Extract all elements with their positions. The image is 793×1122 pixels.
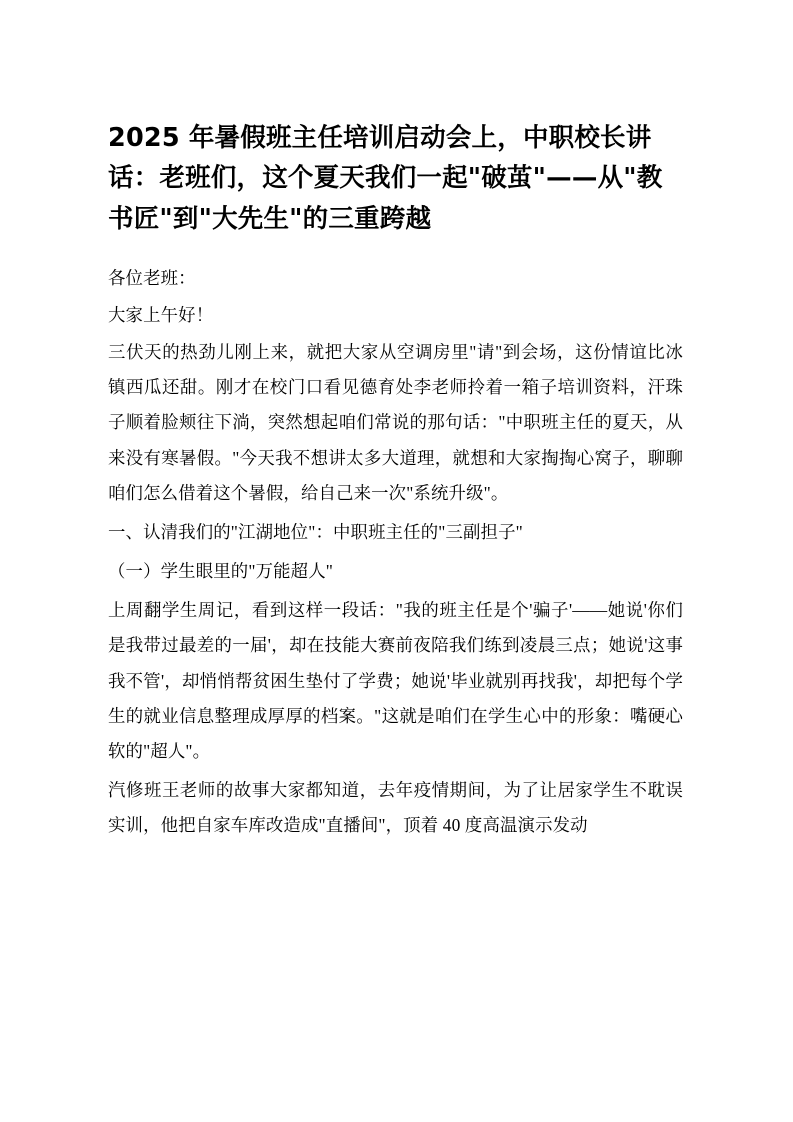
paragraph-student-diary: 上周翻学生周记，看到这样一段话："我的班主任是个'骗子'——她说'你们是我带过最差的一届'，却在技能大赛前夜陪我们练到凌晨三点；她说'这事我不管'，却悄悄帮贫困生垫付了学费；她说'毕业就别再找我'，却把每个学生的就业信息整理成厚厚的档案。"这就是咱们在学生心中的形象：嘴硬心软的"超人"。 [108,600,683,761]
paragraph-greeting: 大家上午好！ [108,305,214,325]
heading-subsection-one: （一）学生眼里的"万能超人" [108,561,333,582]
paragraph-opening: 三伏天的热劲儿刚上来，就把大家从空调房里"请"到会场，这份情谊比冰镇西瓜还甜。刚才在校门口看见德育处李老师拎着一箱子培训资料，汗珠子顺着脸颊往下淌，突然想起咱们常说的那句话："中职班主任的夏天，从来没有寒暑假。"今天我不想讲太多大道理，就想和大家掏掏心窝子，聊聊咱们怎么借着这个暑假，给自己来一次"系统升级"。 [108,342,683,503]
heading-section-one: 一、认清我们的"江湖地位"：中职班主任的"三副担子" [108,521,523,542]
paragraph-salutation: 各位老班： [108,267,196,288]
paragraph-teacher-wang: 汽修班王老师的故事大家都知道，去年疫情期间，为了让居家学生不耽误实训，他把自家车库改造成"直播间"，顶着 40 度高温演示发动 [108,780,683,836]
page-title: 2025 年暑假班主任培训启动会上，中职校长讲话：老班们，这个夏天我们一起"破茧"——从"教书匠"到"大先生"的三重跨越 [108,123,663,234]
